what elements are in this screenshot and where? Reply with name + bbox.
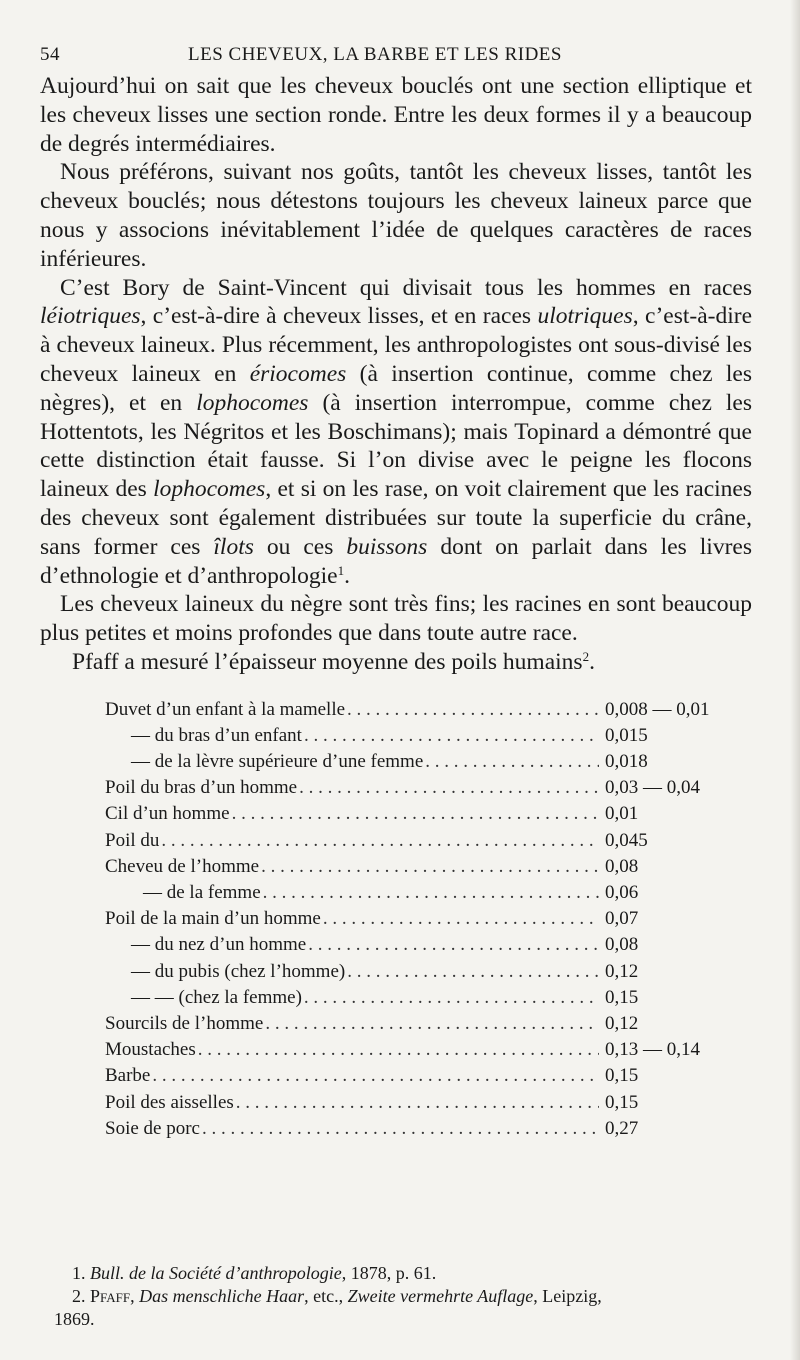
row-label: Poil du bras d’un homme (105, 777, 298, 799)
p3-text: , c’est-à-dire à cheveux laineux. Plus récemment, les anthropologistes ont sous-divisé les cheveux laineux en (40, 303, 752, 387)
dot-leader (347, 961, 599, 983)
page-header (40, 36, 752, 72)
footnote-ref-2[interactable]: 2 (582, 648, 590, 664)
row-label: Poil de la main d’un homme (105, 908, 321, 930)
dot-leader (299, 777, 599, 799)
dot-leader (232, 803, 599, 825)
row-value: 0,27 (605, 1117, 639, 1139)
table-row (105, 777, 765, 803)
row-value: 0,015 (605, 724, 648, 746)
row-value: 0,01 (605, 803, 639, 825)
dot-leader (152, 1065, 599, 1087)
footnote-number: 2. (72, 1286, 86, 1306)
row-value: 0,045 (605, 829, 648, 851)
page-number: 54 (40, 44, 60, 65)
table-row (105, 699, 765, 725)
table-row (105, 1013, 765, 1039)
row-value: 0,07 (605, 908, 639, 930)
term-ilots: îlots (213, 533, 254, 560)
dot-leader (202, 1118, 599, 1140)
row-label: Duvet d’un enfant à la mamelle (105, 698, 346, 720)
table-row (105, 908, 765, 934)
row-label: Poil du (105, 829, 160, 851)
p5-text: . (589, 648, 595, 675)
dot-leader (236, 1092, 599, 1114)
row-value: 0,15 (605, 1091, 639, 1113)
paragraph-3 (40, 274, 752, 591)
dot-leader (263, 882, 599, 904)
row-label: Barbe (105, 1065, 151, 1087)
row-value: 0,008 — 0,01 (605, 698, 710, 720)
table-row (105, 1039, 765, 1065)
footnote-2-continued (54, 1308, 762, 1331)
dot-leader (198, 1039, 599, 1061)
table-row (105, 961, 765, 987)
row-label: — du bras d’un enfant (131, 724, 302, 746)
footnote-edition: Zweite vermehrte Auflage (347, 1286, 534, 1306)
footnote-title: Bull. de la Société d’anthropologie (90, 1263, 342, 1283)
footnote-title: Das menschliche Haar (139, 1286, 305, 1306)
row-value: 0,08 (605, 855, 639, 877)
row-label: Cheveu de l’homme (105, 855, 260, 877)
table-row (105, 856, 765, 882)
table-row (105, 751, 765, 777)
p3-text: , c’est-à-dire à cheveux lisses, et en races (140, 303, 538, 330)
row-label: Sourcils de l’homme (105, 1012, 264, 1034)
footnote-1 (72, 1262, 762, 1285)
paragraph-5 (40, 648, 752, 677)
p5-text: Pfaff a mesuré l’épaisseur moyenne des poils humains (72, 648, 583, 675)
table-row (105, 934, 765, 960)
paragraph-1: Aujourd’hui on sait que les cheveux bouclés ont une section elliptique et les cheveux lisses une section ronde. Entre les deux formes il y a beaucoup de degrés intermédiaires. (40, 73, 752, 157)
row-value: 0,12 (605, 960, 639, 982)
footnote-text: , etc., (304, 1286, 348, 1306)
row-label: — du nez d’un homme (131, 934, 307, 956)
footnote-author: Pfaff (90, 1286, 131, 1306)
row-label: — de la femme (143, 882, 261, 904)
table-row (105, 803, 765, 829)
row-label: Cil d’un homme (105, 803, 230, 825)
p3-text: dont on parlait dans les livres d’ethnologie et d’anthropologie (40, 533, 752, 589)
row-value: 0,08 (605, 934, 639, 956)
p3-text: , et si on les rase, on voit clairement que les racines des cheveux sont également distribuées sur toute la superficie du crâne, sans former ces (40, 476, 753, 560)
row-label: Soie de porc (105, 1117, 200, 1139)
p3-text: C’est Bory de Saint-Vincent qui divisait tous les hommes en races (60, 274, 752, 301)
footnotes (54, 1262, 762, 1331)
dot-leader (425, 751, 599, 773)
footnote-year: 1869. (54, 1309, 95, 1329)
p3-text: ou ces (253, 533, 347, 560)
term-ulotriques: ulotriques (537, 303, 633, 330)
dot-leader (265, 1013, 599, 1035)
dot-leader (304, 987, 599, 1009)
row-value: 0,15 (605, 986, 639, 1008)
footnote-ref-1[interactable]: 1 (337, 562, 345, 578)
term-eriocomes: ériocomes (249, 360, 347, 387)
footnote-text: , Leipzig, (533, 1286, 602, 1306)
term-lophocomes: lophocomes (153, 476, 266, 503)
row-value: 0,12 (605, 1012, 639, 1034)
row-label: Poil des aisselles (105, 1091, 234, 1113)
table-row (105, 882, 765, 908)
row-value: 0,018 (605, 751, 648, 773)
body-text (40, 72, 752, 677)
dot-leader (304, 725, 599, 747)
paragraph-4: Les cheveux laineux du nègre sont très fins; les racines en sont beaucoup plus petites et moins profondes que dans toute autre race. (40, 591, 752, 647)
row-label: — de la lèvre supérieure d’une femme (131, 751, 424, 773)
row-label: Moustaches (105, 1039, 196, 1061)
table-row (105, 1065, 765, 1091)
table-row (105, 1092, 765, 1118)
term-leiotriques: léiotriques (40, 303, 141, 330)
term-buissons: buissons (346, 533, 428, 560)
paragraph-2: Nous préférons, suivant nos goûts, tantôt les cheveux lisses, tantôt les cheveux bouclés; nous détestons toujours les cheveux laineux parce que nous y associons inévitablement l’idée de quelques caractères de races inférieures. (40, 159, 752, 272)
table-row (105, 987, 765, 1013)
term-lophocomes: lophocomes (196, 389, 309, 416)
dot-leader (161, 830, 599, 852)
hair-thickness-table (105, 699, 765, 1144)
row-value: 0,06 (605, 882, 639, 904)
p3-text: (à insertion continue, comme chez les nègres), et en (40, 360, 753, 416)
row-value: 0,13 — 0,14 (605, 1039, 700, 1061)
row-label: — du pubis (chez l’homme) (131, 960, 346, 982)
table-row (105, 725, 765, 751)
row-value: 0,03 — 0,04 (605, 777, 700, 799)
table-row (105, 830, 765, 856)
dot-leader (323, 908, 599, 930)
footnote-2: 2. Pfaff, Das menschliche Haar, etc., Zweite vermehrte Auflage, Leipzig, (72, 1286, 602, 1306)
p3-text: (à insertion interrompue, comme chez les Hottentots, les Négritos et les Boschimans); mais Topinard a démontré que cette distinction était fausse. Si l’on divise avec le peigne les flocons laineux des (40, 389, 752, 503)
dot-leader (261, 856, 599, 878)
p3-text: . (344, 562, 350, 589)
running-title: LES CHEVEUX, LA BARBE ET LES RIDES (188, 44, 562, 65)
row-label: — — (chez la femme) (131, 986, 302, 1008)
footnote-text: , 1878, p. 61. (341, 1263, 437, 1283)
row-value: 0,15 (605, 1065, 639, 1087)
dot-leader (308, 934, 599, 956)
footnote-number: 1. (72, 1263, 86, 1283)
table-row (105, 1118, 765, 1144)
dot-leader (347, 699, 599, 721)
